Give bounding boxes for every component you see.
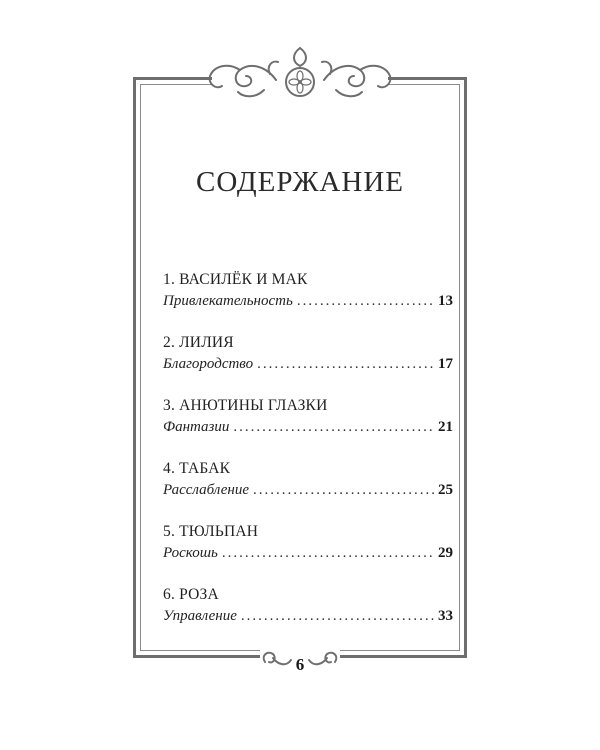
toc-entry[interactable] xyxy=(163,459,453,522)
chapter-title: 3. АНЮТИНЫ ГЛАЗКИ xyxy=(163,397,328,414)
dot-leader xyxy=(253,479,434,501)
dot-leader xyxy=(241,605,434,627)
page-number: 6 xyxy=(295,655,305,674)
toc-line xyxy=(163,542,453,564)
chapter-subtitle: Привлекательность xyxy=(163,293,293,309)
toc-line xyxy=(163,479,453,501)
floral-ornament-icon xyxy=(200,40,400,104)
chapter-title: 6. РОЗА xyxy=(163,586,219,603)
chapter-title: 4. ТАБАК xyxy=(163,460,231,477)
dot-leader xyxy=(297,290,434,312)
toc-line xyxy=(163,605,453,627)
chapter-page-number: 13 xyxy=(438,293,453,309)
toc-line xyxy=(163,353,453,375)
chapter-page-number: 17 xyxy=(438,356,453,372)
chapter-subtitle: Управление xyxy=(163,608,237,624)
toc-entry[interactable] xyxy=(163,585,453,648)
table-of-contents xyxy=(163,270,453,648)
toc-entry[interactable] xyxy=(163,522,453,585)
dot-leader xyxy=(222,542,434,564)
dot-leader xyxy=(233,416,434,438)
chapter-subtitle: Роскошь xyxy=(163,545,218,561)
chapter-page-number: 29 xyxy=(438,545,453,561)
chapter-subtitle: Фантазии xyxy=(163,419,230,435)
chapter-subtitle: Расслабление xyxy=(163,482,249,498)
toc-line xyxy=(163,290,453,312)
chapter-page-number: 25 xyxy=(438,482,453,498)
chapter-page-number: 33 xyxy=(438,608,453,624)
chapter-subtitle: Благородство xyxy=(163,356,254,372)
chapter-title: 1. ВАСИЛЁК И МАК xyxy=(163,271,308,288)
toc-entry[interactable] xyxy=(163,333,453,396)
toc-entry[interactable] xyxy=(163,270,453,333)
chapter-title: 5. ТЮЛЬПАН xyxy=(163,523,259,540)
toc-line xyxy=(163,416,453,438)
chapter-page-number: 21 xyxy=(438,419,453,435)
toc-entry[interactable] xyxy=(163,396,453,459)
page-title: СОДЕРЖАНИЕ xyxy=(196,166,404,198)
chapter-title: 2. ЛИЛИЯ xyxy=(163,334,234,351)
dot-leader xyxy=(257,353,434,375)
